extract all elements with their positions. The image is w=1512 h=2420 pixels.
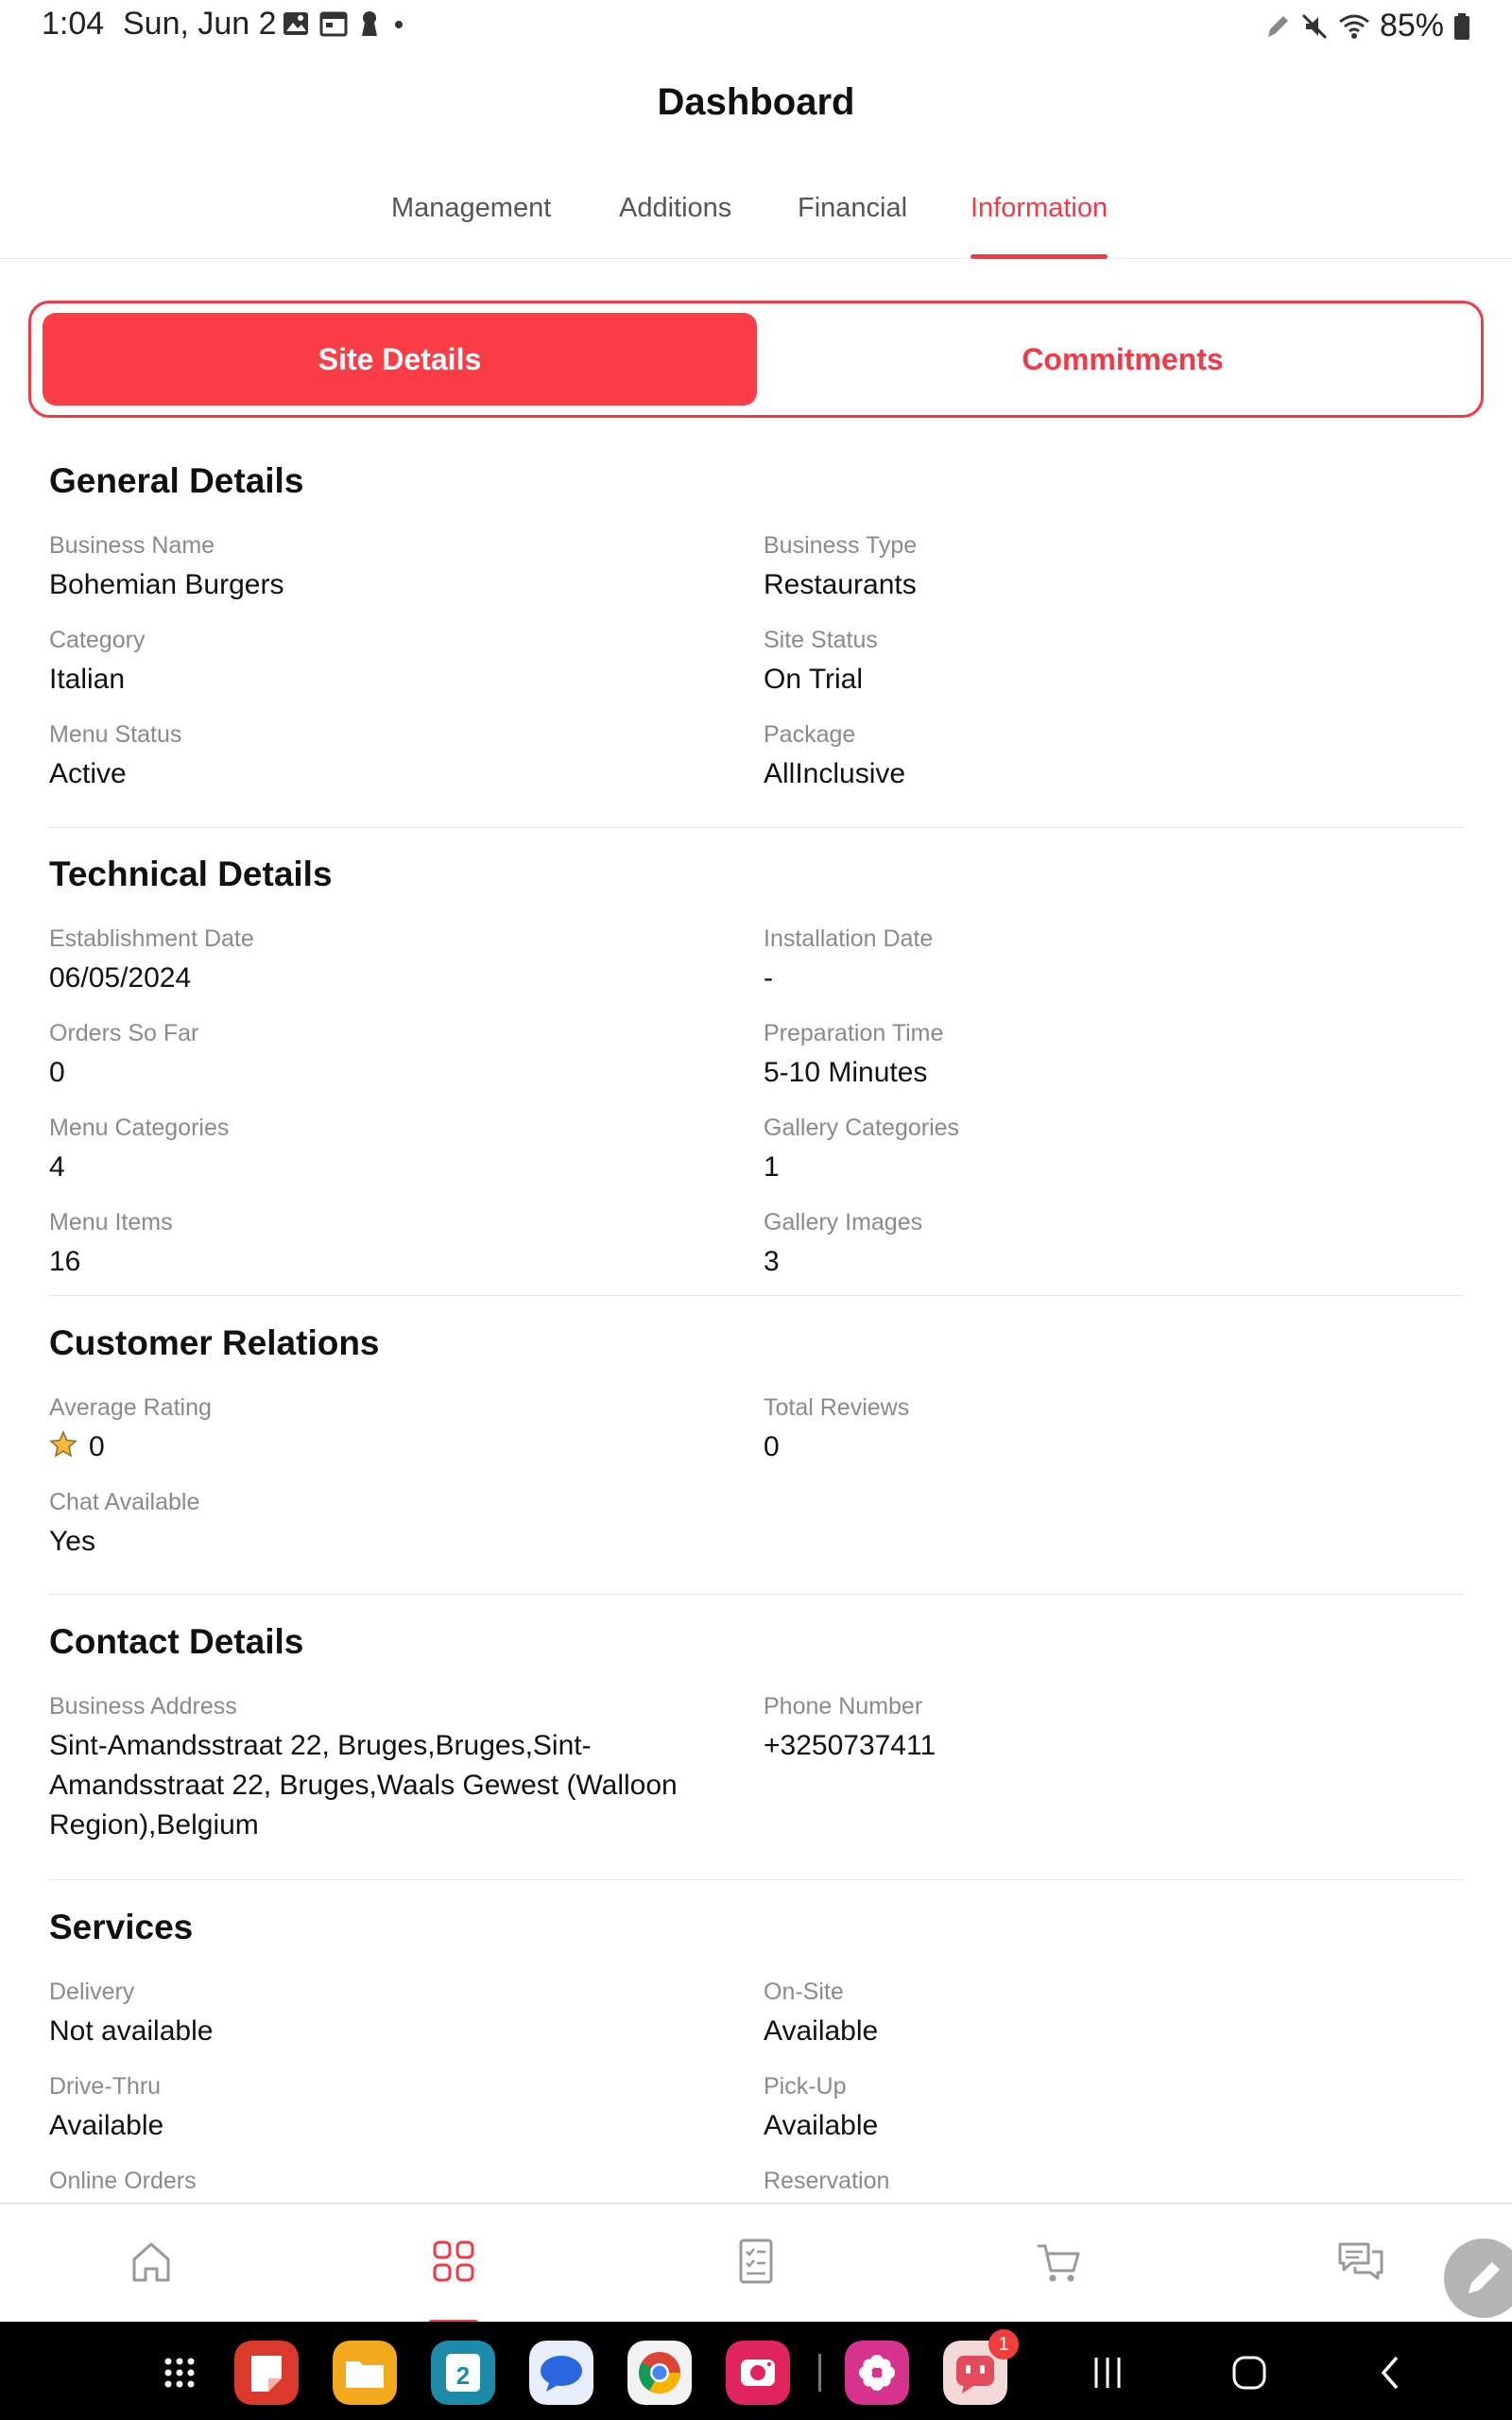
site-details-button[interactable]: Site Details: [43, 313, 757, 406]
tab-information[interactable]: Information: [971, 189, 1108, 259]
taskbar-divider: [818, 2354, 821, 2392]
field-menu-items: Menu Items 16: [49, 1209, 173, 1277]
battery-percent: 85%: [1379, 8, 1444, 43]
bottom-navigation: [0, 2203, 1512, 2322]
pencil-icon: [1444, 2238, 1512, 2318]
keyhole-icon: [357, 9, 382, 38]
average-rating-value: 0: [89, 1431, 105, 1462]
services-heading: Services: [49, 1908, 194, 1946]
section-divider: [49, 1879, 1463, 1880]
orders-checklist-icon[interactable]: [728, 2233, 784, 2290]
calendar-icon: [319, 9, 348, 38]
top-tabs: [0, 189, 1512, 259]
field-on-site: On-Site Available: [764, 1979, 879, 2047]
chat-icon[interactable]: [1332, 2233, 1389, 2290]
tab-financial[interactable]: Financial: [798, 193, 908, 223]
field-average-rating: Average Rating 0: [49, 1394, 212, 1462]
section-divider: [49, 1594, 1463, 1595]
field-business-address: Business Address Sint-Amandsstraat 22, Bruges,Bruges,Sint-Amandsstraat 22, Bruges,Waals Gewest (Walloon Region),Belgium: [49, 1693, 678, 1841]
status-time: 1:04: [42, 6, 105, 42]
camera-app-icon[interactable]: [726, 2341, 790, 2405]
field-establishment-date: Establishment Date 06/05/2024: [49, 925, 254, 994]
tab-additions[interactable]: Additions: [619, 193, 732, 223]
field-online-orders: Online Orders: [49, 2168, 197, 2194]
contact-details-heading: Contact Details: [49, 1622, 304, 1661]
field-menu-status: Menu Status Active: [49, 721, 182, 789]
field-drive-thru: Drive-Thru Available: [49, 2073, 164, 2141]
messages-app-icon[interactable]: [529, 2341, 593, 2405]
wifi-icon: [1338, 12, 1370, 41]
page-title: Dashboard: [657, 81, 855, 123]
field-business-type: Business Type Restaurants: [764, 532, 918, 600]
field-gallery-images: Gallery Images 3: [764, 1209, 923, 1277]
flower-app-icon[interactable]: [845, 2341, 909, 2405]
star-icon: [49, 1430, 77, 1459]
mute-icon: [1300, 12, 1329, 41]
field-category: Category Italian: [49, 627, 146, 695]
customer-relations-heading: Customer Relations: [49, 1323, 380, 1362]
field-preparation-time: Preparation Time 5-10 Minutes: [764, 1020, 944, 1088]
home-button-icon[interactable]: [1228, 2352, 1270, 2394]
status-bar: [0, 0, 1512, 49]
cart-icon[interactable]: [1030, 2233, 1087, 2290]
field-site-status: Site Status On Trial: [764, 627, 878, 695]
detail-segment-control: [28, 301, 1484, 418]
commitments-button[interactable]: Commitments: [1022, 341, 1224, 376]
section-divider: [49, 1295, 1463, 1296]
battery-icon: [1453, 12, 1470, 41]
field-total-reviews: Total Reviews 0: [764, 1394, 910, 1462]
field-chat-available: Chat Available Yes: [49, 1489, 200, 1557]
status-date: Sun, Jun 2: [123, 6, 277, 42]
field-orders-so-far: Orders So Far 0: [49, 1020, 199, 1088]
tab-management[interactable]: Management: [391, 193, 552, 223]
system-taskbar: [0, 2322, 1512, 2420]
field-installation-date: Installation Date -: [764, 925, 934, 994]
field-delivery: Delivery Not available: [49, 1979, 214, 2047]
notification-badge: 1: [988, 2329, 1019, 2360]
chrome-app-icon[interactable]: [627, 2341, 692, 2405]
back-icon[interactable]: [1370, 2352, 1412, 2394]
notes-app-icon[interactable]: [234, 2341, 299, 2405]
dashboard-grid-icon[interactable]: [425, 2233, 482, 2290]
field-pick-up: Pick-Up Available: [764, 2073, 879, 2141]
dot-icon: [391, 9, 406, 38]
technical-details-heading: Technical Details: [49, 855, 333, 893]
edit-fab-button[interactable]: [1444, 2238, 1512, 2318]
field-gallery-categories: Gallery Categories 1: [764, 1115, 960, 1183]
field-menu-categories: Menu Categories 4: [49, 1115, 230, 1183]
home-icon[interactable]: [123, 2233, 180, 2290]
field-reservation: Reservation: [764, 2168, 890, 2194]
files-app-icon[interactable]: [333, 2341, 397, 2405]
field-package: Package AllInclusive: [764, 721, 906, 789]
field-phone-number: Phone Number +3250737411: [764, 1693, 936, 1761]
section-divider: [49, 827, 1463, 828]
general-details-heading: General Details: [49, 461, 304, 500]
svg-text:2: 2: [455, 2361, 471, 2390]
calendar-app-icon[interactable]: [431, 2341, 495, 2405]
field-business-name: Business Name Bohemian Burgers: [49, 532, 284, 600]
pencil-icon: [1264, 12, 1291, 41]
apps-grid-icon[interactable]: [147, 2341, 212, 2405]
recents-icon[interactable]: [1087, 2352, 1128, 2394]
gallery-icon: [282, 9, 310, 38]
